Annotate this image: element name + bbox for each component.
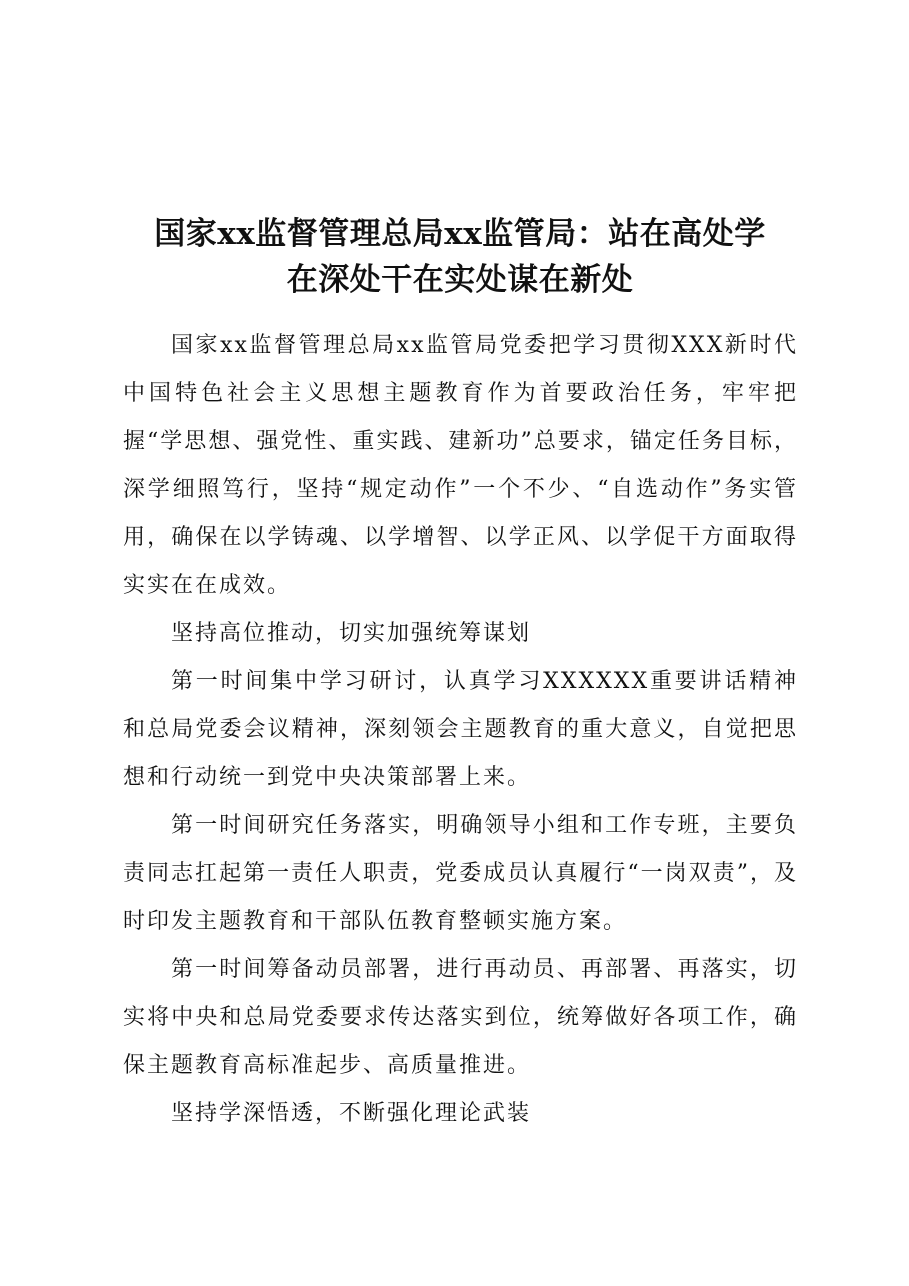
body-paragraph: 第一时间集中学习研讨，认真学习XXXXXX重要讲话精神和总局党委会议精神，深刻领会主题教育的重大意义，自觉把思想和行动统一到党中央决策部署上来。 [123, 669, 798, 790]
document-body [123, 322, 798, 1138]
section-heading-1: 坚持高位推动，切实加强统筹谋划 [171, 621, 532, 646]
section-heading-2: 坚持学深悟透，不断强化理论武装 [171, 1101, 532, 1126]
document-title [110, 211, 810, 303]
body-paragraph: 第一时间研究任务落实，明确领导小组和工作专班，主要负责同志扛起第一责任人职责，党委成员认真履行“一岗双责”，及时印发主题教育和干部队伍教育整顿实施方案。 [123, 813, 798, 934]
title-line-2: 在深处干在实处谋在新处 [286, 261, 634, 298]
intro-paragraph: 国家xx监督管理总局xx监管局党委把学习贯彻XXX新时代中国特色社会主义思想主题教育作为首要政治任务，牢牢把握“学思想、强党性、重实践、建新功”总要求，锚定任务目标，深学细照笃行，坚持“规定动作”一个不少、“自选动作”务实管用，确保在以学铸魂、以学增智、以学正风、以学促干方面取得实实在在成效。 [123, 333, 798, 598]
title-line-1: 国家xx监督管理总局xx监管局：站在高处学 [154, 215, 766, 252]
body-paragraph: 第一时间筹备动员部署，进行再动员、再部署、再落实，切实将中央和总局党委要求传达落实到位，统筹做好各项工作，确保主题教育高标准起步、高质量推进。 [123, 957, 798, 1078]
